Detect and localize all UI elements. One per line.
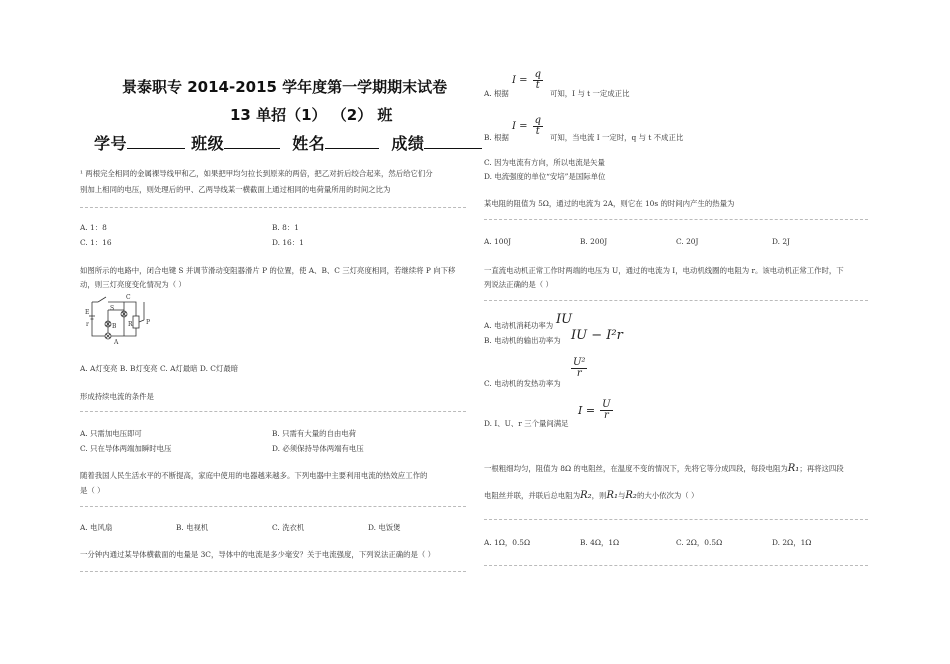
q4-line1: 随着我国人民生活水平的不断提高，家庭中使用的电器越来越多。下列电器中主要利用电流的热效应工作的 [80,471,428,480]
q4-line2: 是（ ） [80,486,105,495]
q5-option-d[interactable]: D. 电流强度的单位“安培”是国际单位 [484,172,606,181]
q7-option-a[interactable]: A. 电动机消耗功率为 [484,321,554,330]
circuit-label-c: C [126,294,131,301]
circuit-label-e: E [85,309,90,316]
student-info-line [94,131,482,154]
divider [484,565,868,566]
q1-option-c[interactable]: C. 1：16 [80,238,112,247]
q5-formula-a: I = $\frac{q}{t}$ [512,69,542,91]
circuit-label-rheostat: R [128,321,133,328]
q1-option-a[interactable]: A. 1：8 [80,223,107,232]
divider [80,506,466,507]
q6-option-b[interactable]: B. 200J [580,237,608,246]
q6-stem: 某电阻的阻值为 5Ω，通过的电流为 2A，则它在 10s 的时间内产生的热量为 [484,199,735,208]
q4-option-d[interactable]: D. 电饭煲 [368,523,401,532]
q6-option-a[interactable]: A. 100J [484,237,512,246]
q3-option-b[interactable]: B. 只需有大量的自由电荷 [272,429,357,438]
q3-option-c[interactable]: C. 只在导体两端加瞬时电压 [80,444,172,453]
divider [484,300,868,301]
q4-option-b[interactable]: B. 电视机 [176,523,209,532]
circuit-label-s: S [110,305,115,312]
divider [80,207,466,208]
q5-option-a-prefix[interactable]: A. 根据 [484,89,509,98]
divider [80,411,466,412]
r1-symbol: R₁ [787,463,800,474]
q8-option-d[interactable]: D. 2Ω，1Ω [772,538,812,547]
q6-option-c[interactable]: C. 20J [676,237,699,246]
exam-title: 景泰职专 2014-2015 学年度第一学期期末试卷 [122,78,448,96]
field-score-blank[interactable] [424,134,482,149]
q5-option-c[interactable]: C. 因为电流有方向，所以电流是矢量 [484,158,605,167]
divider [484,519,868,520]
field-class-label: 班级 [191,134,225,153]
q2-options[interactable]: A. A灯变亮 B. B灯变亮 C. A灯最暗 D. C灯最暗 [80,364,239,373]
q7-option-a-formula: IU [556,312,573,327]
field-score-label: 成绩 [391,134,425,153]
q5-option-a-suffix: 可知，I 与 t 一定成正比 [550,89,630,98]
q7-option-c[interactable]: C. 电动机的发热功率为 [484,379,561,388]
q7-option-d[interactable]: D. I、U、r 三个量间满足 [484,419,569,428]
q8-line2: 电阻丝并联，并联后总电阻为R₂，则R₁与R₂的大小依次为（ ） [484,490,699,501]
r2-symbol: R₂ [580,490,592,501]
q6-option-d[interactable]: D. 2J [772,237,791,246]
field-student-id-blank[interactable] [127,134,185,149]
divider [484,219,868,220]
field-class-blank[interactable] [224,134,280,149]
q7-option-d-formula: I = $\frac{U}{r}$ [578,399,611,421]
q7-line2: 列说法正确的是（ ） [484,280,553,289]
q8-option-b[interactable]: B. 4Ω，1Ω [580,538,620,547]
q4-option-a[interactable]: A. 电风扇 [80,523,113,532]
q7-line1: 一直流电动机正常工作时两端的电压为 U，通过的电流为 I，电动机线圈的电阻为 r。该电动机正常工作时，下 [484,266,844,275]
q1-option-b[interactable]: B. 8：1 [272,223,299,232]
circuit-label-a: A [114,339,119,346]
circuit-diagram [84,290,174,346]
field-name-blank[interactable] [325,134,379,149]
field-student-id-label: 学号 [94,134,128,153]
q7-option-b[interactable]: B. 电动机的输出功率为 [484,336,561,345]
q7-option-c-formula: $\frac{\text{U²}}{r}$ [573,357,586,379]
q3-stem: 形成持续电流的条件是 [80,392,154,401]
q7-option-b-formula: IU − I²r [571,328,623,343]
q8-option-a[interactable]: A. 1Ω，0.5Ω [484,538,531,547]
q3-option-d[interactable]: D. 必须保持导体两端有电压 [272,444,364,453]
circuit-label-r: r [86,321,89,328]
q2-line1: 如图所示的电路中，闭合电键 S 并调节滑动变阻器滑片 P 的位置，使 A、B、C 三灯亮度相同，若继续将 P 向下移 [80,266,456,275]
circuit-label-b: B [112,323,117,330]
q1-line2: 别加上相同的电压，则处理后的甲、乙两导线某一横截面上通过相同的电荷量所用的时间之比为 [80,185,391,194]
q5-option-b-suffix: 可知，当电流 I 一定时，q 与 t 不成正比 [550,133,684,142]
q8-option-c[interactable]: C. 2Ω，0.5Ω [676,538,723,547]
q8-line1: 一根粗细均匀，阻值为 8Ω 的电阻丝，在温度不变的情况下，先将它等分成四段，每段电阻为R₁；再将这四段 [484,463,844,474]
q5-option-b-prefix[interactable]: B. 根据 [484,133,509,142]
class-line: 13 单招（1） （2） 班 [230,106,393,124]
q2-line2: 动，则三灯亮度变化情况为（ ） [80,280,186,289]
divider [80,571,466,572]
q5-stem: 一分钟内通过某导体横截面的电量是 3C，导体中的电流是多少毫安？关于电流强度，下列说法正确的是（ ） [80,550,436,559]
q3-option-a[interactable]: A. 只需加电压即可 [80,429,142,438]
circuit-label-p: P [146,319,151,326]
q4-option-c[interactable]: C. 洗衣机 [272,523,305,532]
q5-formula-b: I = $\frac{q}{t}$ [512,115,542,137]
q1-line1: ¹ 两根完全相同的金属裸导线甲和乙，如果把甲均匀拉长到原来的两倍，把乙对折后绞合起来，然后给它们分 [80,169,433,178]
field-name-label: 姓名 [292,134,326,153]
q1-option-d[interactable]: D. 16：1 [272,238,304,247]
